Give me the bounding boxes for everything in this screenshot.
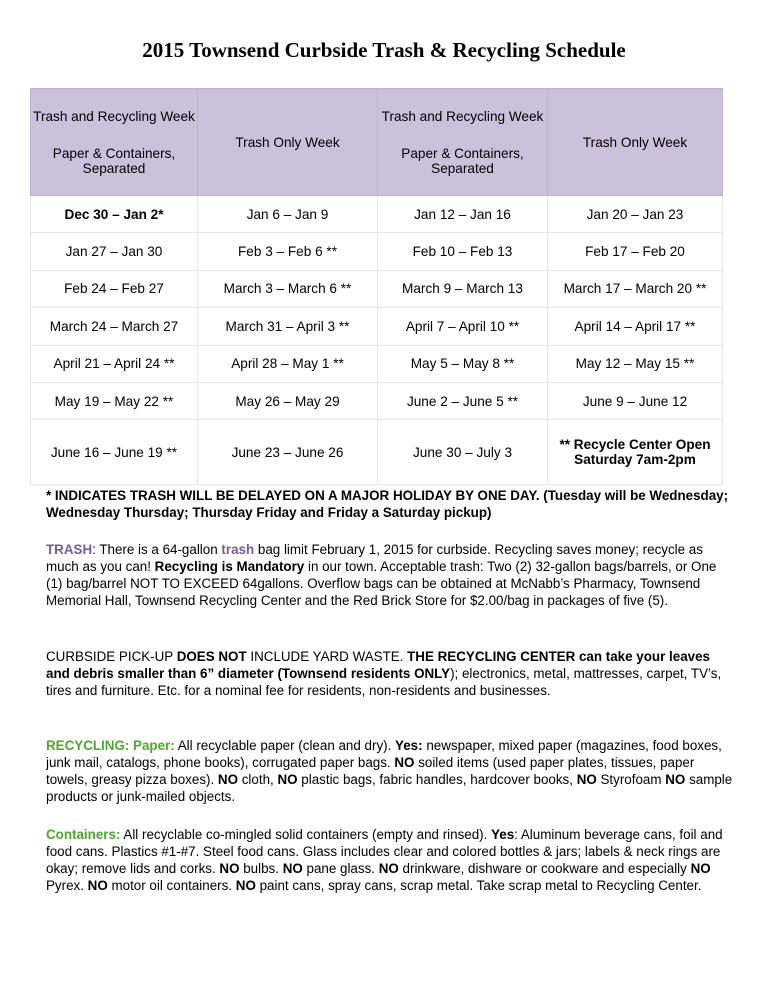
table-cell: Jan 12 – Jan 16 xyxy=(378,196,548,233)
no-label: NO xyxy=(235,878,256,893)
containers-text: paint cans, spray cans, scrap metal. Take scrap metal to Recycling Center. xyxy=(255,878,702,893)
yes-label: Yes xyxy=(491,827,515,842)
paper-text: sample products or junk-mailed objects. xyxy=(46,772,733,804)
table-cell: April 21 – April 24 ** xyxy=(31,345,198,382)
no-label: NO xyxy=(87,878,108,893)
paper-text: soiled items (used paper plates, tissues, paper towels, greasy pizza boxes). xyxy=(46,755,695,787)
paper-text: Styrofoam xyxy=(596,772,666,787)
no-label: NO xyxy=(219,861,240,876)
containers-label: Containers xyxy=(46,827,116,842)
table-row xyxy=(31,196,723,233)
curbside-text: ); electronics, metal, mattresses, carpet, TV’s, tires and furniture. Etc. for a nominal fee for residents, non-residents and businesses. xyxy=(46,666,722,698)
table-cell: April 28 – May 1 ** xyxy=(198,345,378,382)
table-row xyxy=(31,308,723,345)
table-cell: March 17 – March 20 ** xyxy=(548,270,723,307)
containers-text: pane glass. xyxy=(302,861,379,876)
containers-text: : Aluminum beverage cans, foil and food cans. Plastics #1-#7. Steel food cans. Glass includes clear and colored bottles & jars; labels & neck rings are okay; remove lids and corks. xyxy=(46,827,723,876)
table-header-row xyxy=(31,89,723,196)
table-cell: May 5 – May 8 ** xyxy=(378,345,548,382)
curbside-does-not: DOES NOT xyxy=(176,649,247,664)
trash-text: : There is a 64-gallon xyxy=(92,542,222,557)
recycle-center-note-cell: ** Recycle Center Open Saturday 7am-2pm xyxy=(548,420,723,485)
header-top-text: Trash and Recycling Week xyxy=(33,108,195,124)
trash-paragraph xyxy=(46,541,736,609)
header-cell xyxy=(31,89,198,196)
containers-text: drinkware, dishware or cookware and especially xyxy=(398,861,691,876)
table-cell: Dec 30 – Jan 2* xyxy=(31,196,198,233)
table-row xyxy=(31,420,723,485)
table-cell: May 26 – May 29 xyxy=(198,382,378,419)
table-cell: Feb 10 – Feb 13 xyxy=(378,233,548,270)
recycling-center-text: THE RECYCLING CENTER can take your leaves and debris smaller than 6” diameter (Townsend residents ONLY xyxy=(46,649,710,681)
no-label: NO xyxy=(690,861,711,876)
table-cell: March 3 – March 6 ** xyxy=(198,270,378,307)
paper-text: newspaper, mixed paper (magazines, food boxes, junk mail, catalogs, phone books), corrugated paper bags. xyxy=(46,738,722,770)
no-label: NO xyxy=(217,772,239,787)
paper-text: plastic bags, fabric handles, hardcover books, xyxy=(297,772,577,787)
schedule-table xyxy=(30,88,723,485)
table-row xyxy=(31,270,723,307)
containers-text: bulbs. xyxy=(239,861,283,876)
paper-text: All recyclable paper (clean and dry). xyxy=(174,738,396,753)
curbside-text: CURBSIDE PICK-UP xyxy=(46,649,177,664)
table-cell: June 16 – June 19 ** xyxy=(31,420,198,485)
containers-text: All recyclable co-mingled solid containers (empty and rinsed). xyxy=(120,827,492,842)
trash-word: trash xyxy=(221,542,255,557)
table-cell: Jan 20 – Jan 23 xyxy=(548,196,723,233)
no-label: NO xyxy=(378,861,399,876)
no-label: NO xyxy=(282,861,303,876)
header-cell xyxy=(378,89,548,196)
no-label: NO xyxy=(576,772,597,787)
header-bottom-text: Trash Only Week xyxy=(235,134,340,150)
trash-text: in our town. Acceptable trash: Two (2) 32-gallon bags/barrels, or One (1) bag/barrel NOT TO EXCEED 64gallons. Overflow bags can be obtained at McNabb’s Pharmacy, Townsend Memorial Hall, Townsend Recycling Center and the Red Brick Store for $2.00/bag in packages of five (5). xyxy=(46,559,717,608)
curbside-paragraph xyxy=(46,648,736,699)
trash-text: bag limit February 1, 2015 for curbside. Recycling saves money; recycle as much as you can! xyxy=(46,542,703,574)
header-top-text: Trash and Recycling Week xyxy=(381,108,544,124)
header-cell xyxy=(548,89,723,196)
no-label: NO xyxy=(277,772,298,787)
paper-label: : Paper: xyxy=(124,738,175,753)
table-cell: Feb 17 – Feb 20 xyxy=(548,233,723,270)
recycling-label: RECYCLING xyxy=(46,738,125,753)
header-bottom-text: Paper & Containers, Separated xyxy=(401,145,524,176)
table-cell: Feb 3 – Feb 6 ** xyxy=(198,233,378,270)
table-cell: May 12 – May 15 ** xyxy=(548,345,723,382)
table-row xyxy=(31,345,723,382)
page-title: 2015 Townsend Curbside Trash & Recycling Schedule xyxy=(142,38,626,62)
table-cell: June 2 – June 5 ** xyxy=(378,382,548,419)
table-cell: April 14 – April 17 ** xyxy=(548,308,723,345)
paper-text: cloth, xyxy=(238,772,278,787)
containers-text: motor oil containers. xyxy=(107,878,236,893)
recycling-mandatory: Recycling is Mandatory xyxy=(154,559,305,574)
table-row xyxy=(31,233,723,270)
paper-paragraph xyxy=(46,737,736,805)
table-cell: March 9 – March 13 xyxy=(378,270,548,307)
table-cell: Jan 27 – Jan 30 xyxy=(31,233,198,270)
holiday-note: * INDICATES TRASH WILL BE DELAYED ON A MAJOR HOLIDAY BY ONE DAY. (Tuesday will be Wednesday; Wednesday Thursday; Thursday Friday and Friday a Saturday pickup) xyxy=(46,488,729,520)
table-cell: May 19 – May 22 ** xyxy=(31,382,198,419)
header-cell xyxy=(198,89,378,196)
trash-label: TRASH xyxy=(46,542,93,557)
table-cell: April 7 – April 10 ** xyxy=(378,308,548,345)
table-cell: March 24 – March 27 xyxy=(31,308,198,345)
table-cell: June 30 – July 3 xyxy=(378,420,548,485)
no-label: NO xyxy=(665,772,686,787)
containers-text: Pyrex. xyxy=(46,878,88,893)
yes-label: Yes: xyxy=(395,738,423,753)
table-row xyxy=(31,382,723,419)
no-label: NO xyxy=(394,755,415,770)
table-cell: June 23 – June 26 xyxy=(198,420,378,485)
containers-paragraph xyxy=(46,826,736,894)
table-cell: June 9 – June 12 xyxy=(548,382,723,419)
table-cell: Jan 6 – Jan 9 xyxy=(198,196,378,233)
header-bottom-text: Trash Only Week xyxy=(582,134,688,150)
header-bottom-text: Paper & Containers, Separated xyxy=(52,145,176,176)
table-cell: Feb 24 – Feb 27 xyxy=(31,270,198,307)
containers-colon: : xyxy=(115,827,121,842)
curbside-text: INCLUDE YARD WASTE. xyxy=(246,649,408,664)
table-cell: March 31 – April 3 ** xyxy=(198,308,378,345)
